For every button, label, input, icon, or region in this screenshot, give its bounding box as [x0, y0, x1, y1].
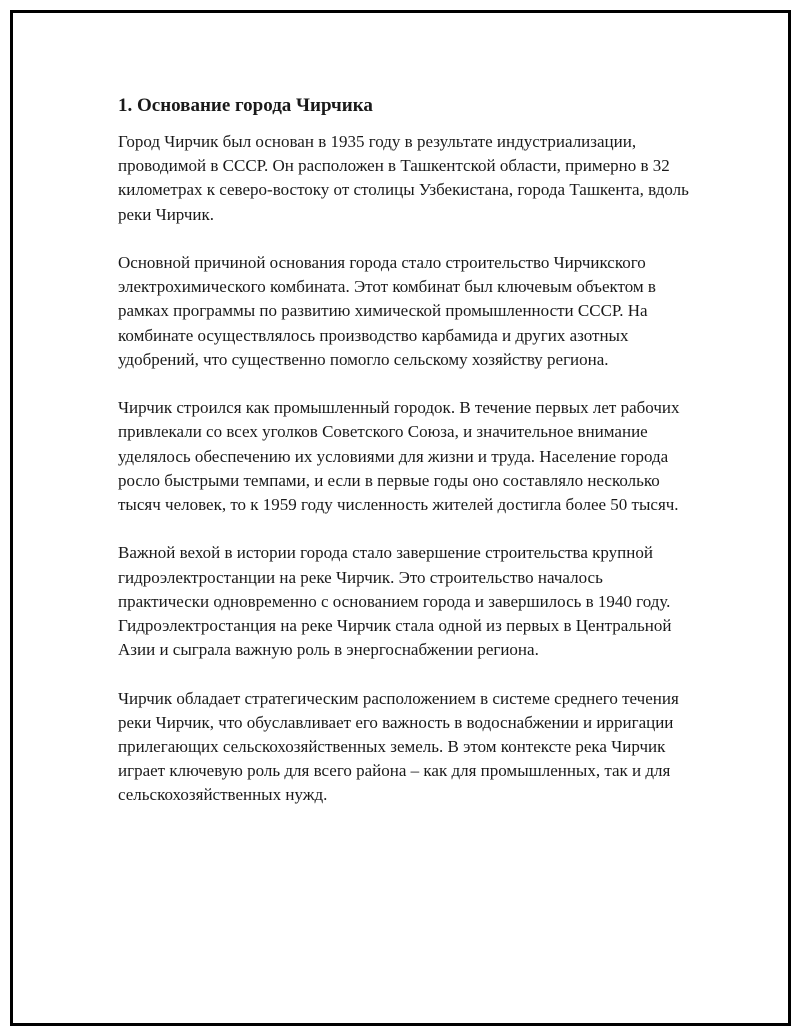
section-heading: 1. Основание города Чирчика	[118, 95, 373, 116]
document-body	[118, 94, 698, 832]
paragraph-strategic-location: Чирчик обладает стратегическим расположением в системе среднего течения реки Чирчик, что обуславливает его важность в водоснабжении и ирригации прилегающих сельскохозяйственных земель. В этом контексте река Чирчик играет ключевую роль для всего района – как для промышленных, так и для сельскохозяйственных нужд.	[118, 688, 679, 805]
paragraph-industrial-town: Чирчик строился как промышленный городок. В течение первых лет рабочих привлекали со всех уголков Советского Союза, и значительное внимание уделялось обеспечению их условиями для жизни и труда. Население города росло быстрыми темпами, и если в первые годы оно составляло несколько тысяч человек, то к 1959 году численность жителей достигла более 50 тысяч.	[118, 398, 680, 515]
paragraph-chemical-plant: Основной причиной основания города стало строительство Чирчикского электрохимического комбината. Этот комбинат был ключевым объектом в рамках программы по развитию химической промышленности СССР. На комбинате осуществлялось производство карбамида и других азотных удобрений, что существенно помогло сельскому хозяйству региона.	[118, 253, 656, 369]
paragraph-hydro-station: Важной вехой в истории города стало завершение строительства крупной гидроэлектростанции на реке Чирчик. Это строительство началось практически одновременно с основанием города и завершилось в 1940 году. Гидроэлектростанция на реке Чирчик стала одной из первых в Центральной Азии и сыграла важную роль в энергоснабжении региона.	[118, 543, 672, 660]
paragraph-founding: Город Чирчик был основан в 1935 году в результате индустриализации, проводимой в СССР. Он расположен в Ташкентской области, примерно в 32 километрах к северо-востоку от столицы Узбекистана, города Ташкента, вдоль реки Чирчик.	[118, 132, 689, 224]
